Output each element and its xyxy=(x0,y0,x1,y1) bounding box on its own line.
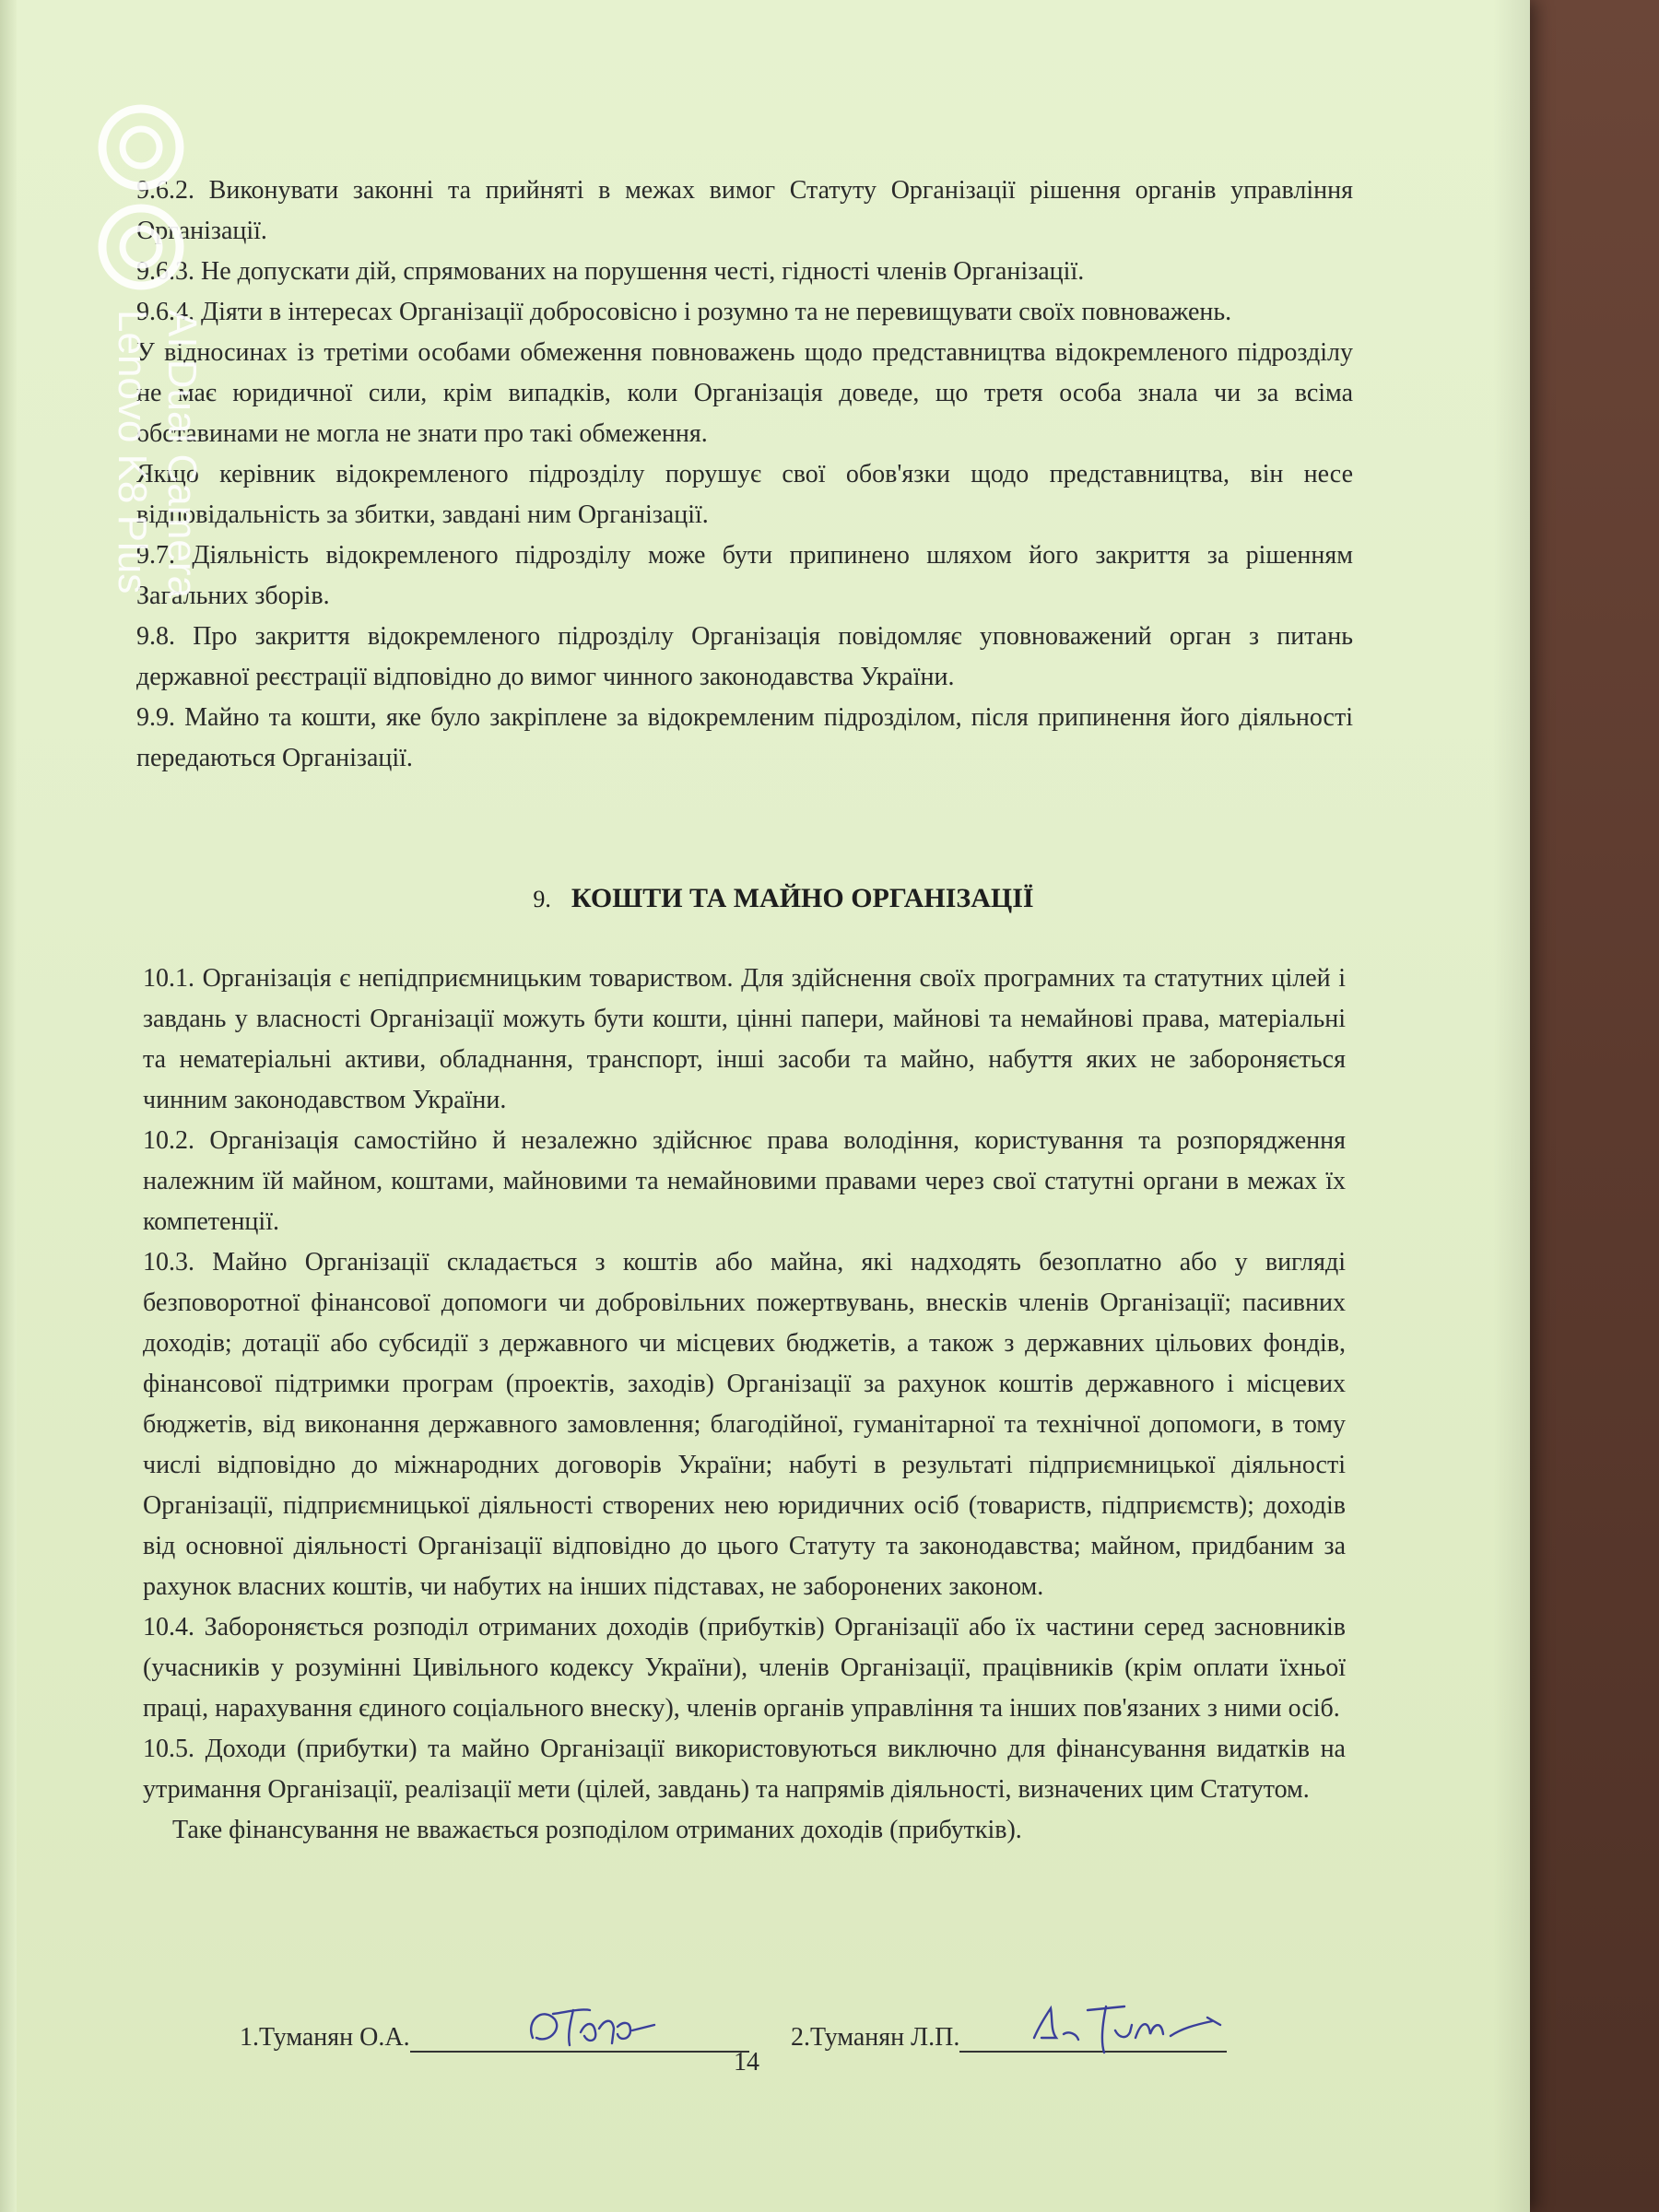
paragraph-9-7: 9.7. Діяльність відокремленого підрозділу може бути припинено шляхом його закриття за рішенням Загальних зборів. xyxy=(136,541,1353,610)
section-number: 9. xyxy=(533,886,551,912)
paragraph-9-8: 9.8. Про закриття відокремленого підрозділу Організація повідомляє уповноважений орган з питань державної реєстрації відповідно до вимог чинного законодавства України. xyxy=(136,622,1353,691)
paragraph-head-liability: Якщо керівник відокремленого підрозділу порушує свої обов'язки щодо представництва, він несе відповідальність за збитки, завдані ним Організації. xyxy=(136,460,1353,529)
signature-1-image xyxy=(516,2001,673,2056)
paragraph-10-3: 10.3. Майно Організації складається з коштів або майна, які надходять безоплатно або у вигляді безповоротної фінансової допомоги чи добровільних пожертвувань, внесків членів Організації; пасивних доходів; дотації або субсидії з державного чи місцевих бюджетів, а також з державних цільових фондів, фінансової підтримки програм (проектів, заходів) Організації за рахунок коштів державного і місцевих бюджетів, від виконання державного замовлення; благодійної, гуманітарної та технічної допомоги, в тому числі відповідно до міжнародних договорів України; набуті в результаті підприємницької діяльності Організації, підприємницької діяльності створених нею юридичних осіб (товариств, підприємств); доходів від основної діяльності Організації відповідно до цього Статуту та законодавства; майном, придбаним за рахунок власних коштів, чи набутих на інших підставах, не заборонених законом. xyxy=(143,1248,1346,1601)
upper-text-block xyxy=(136,171,1353,779)
page-edge-shadow xyxy=(1493,0,1530,2212)
signature-2-image xyxy=(1023,1997,1244,2062)
paragraph-10-4: 10.4. Забороняється розподіл отриманих доходів (прибутків) Організації або їх частини серед засновників (учасників у розумінні Цивільного кодексу України), членів Організації, працівників (крім оплати їхньої праці, нарахування єдиного соціального внеску), членів органів управління та інших пов'язаних з ними осіб. xyxy=(143,1613,1346,1723)
paragraph-10-5: 10.5. Доходи (прибутки) та майно Організації використовуються виключно для фінансування видатків на утримання Організації, реалізації мети (цілей, завдань) та напрямів діяльності, визначених цим Статутом. xyxy=(143,1735,1346,1804)
svg-text:AI Dual Camera: AI Dual Camera xyxy=(159,310,205,599)
paragraph-9-6-3: 9.6.3. Не допускати дій, спрямованих на порушення честі, гідності членів Організації. xyxy=(136,257,1085,286)
paragraph-9-6-4: 9.6.4. Діяти в інтересах Організації добросовісно і розумно та не перевищувати своїх повноважень. xyxy=(136,298,1232,326)
section-heading xyxy=(138,883,1429,914)
signatory-2-name: 2.Туманян Л.П. xyxy=(791,2023,960,2052)
svg-text:Lenovo K8 Plus: Lenovo K8 Plus xyxy=(110,310,155,594)
paragraph-10-2: 10.2. Організація самостійно й незалежно здійснює права володіння, користування та розпорядження належним їй майном, коштами, майновими та немайновими правами через свої статутні органи в межах їх компетенції. xyxy=(143,1126,1346,1236)
signature-area xyxy=(240,2014,1346,2069)
page-binding xyxy=(0,0,17,2212)
page-number: 14 xyxy=(734,2048,759,2077)
camera-watermark-logo xyxy=(88,100,205,726)
closing-line: Таке фінансування не вважається розподілом отриманих доходів (прибутків). xyxy=(172,1816,1022,1844)
signatory-1-name: 1.Туманян О.А. xyxy=(240,2023,410,2052)
paragraph-10-1: 10.1. Організація є непідприємницьким товариством. Для здійснення своїх програмних та статутних цілей і завдань у власності Організації можуть бути кошти, цінні папери, майнові та немайнові права, матеріальні та нематеріальні активи, обладнання, транспорт, інші засоби та майно, набуття яких не забороняється чинним законодавством України. xyxy=(143,964,1346,1114)
section-title: КОШТИ ТА МАЙНО ОРГАНІЗАЦІЇ xyxy=(571,883,1034,913)
paragraph-third-parties: У відносинах із третіми особами обмеження повноважень щодо представництва відокремленого підрозділу не має юридичної сили, крім випадків, коли Організація доведе, що третя особа знала чи за всіма обставинами не могла не знати про такі обмеження. xyxy=(136,338,1353,448)
paragraph-9-9: 9.9. Майно та кошти, яке було закріплене за відокремленим підрозділом, після припинення його діяльності передаються Організації. xyxy=(136,703,1353,772)
paragraph-9-6-2: 9.6.2. Виконувати законні та прийняті в межах вимог Статуту Організації рішення органів управління Організації. xyxy=(136,176,1353,245)
lower-text-block xyxy=(143,959,1346,1851)
